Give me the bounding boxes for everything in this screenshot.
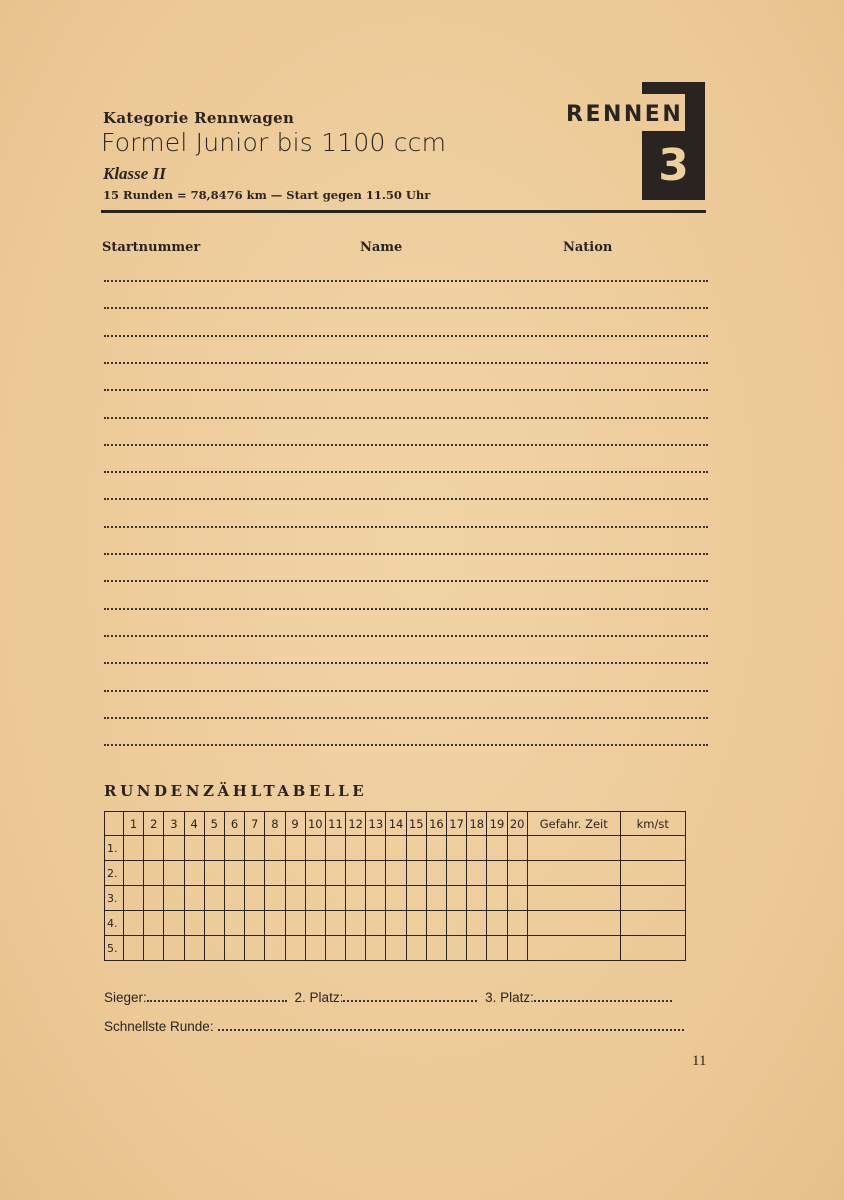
lap-cell[interactable] [447,911,467,936]
lap-cell[interactable] [366,886,386,911]
lap-header-cell: 13 [366,812,386,836]
lap-cell[interactable] [406,886,426,911]
lap-table-row [105,886,686,911]
second-label: 2. Platz: [294,990,344,1005]
lap-cell[interactable] [245,861,265,886]
lap-cell[interactable] [204,861,224,886]
lap-cell[interactable] [245,886,265,911]
entry-line[interactable] [104,471,708,473]
lap-cell[interactable] [204,936,224,961]
lap-cell[interactable] [305,911,325,936]
entry-line[interactable] [104,444,708,446]
entry-line[interactable] [104,608,708,610]
lap-cell[interactable] [325,836,345,861]
time-cell[interactable] [527,886,620,911]
time-header: Gefahr. Zeit [527,812,620,836]
lap-cell[interactable] [124,936,144,961]
lap-header-cell: 9 [285,812,305,836]
lap-header-cell: 4 [184,812,204,836]
lap-cell[interactable] [426,886,446,911]
lap-cell[interactable] [467,861,487,886]
time-cell[interactable] [527,911,620,936]
lap-cell[interactable] [487,861,507,886]
entry-line[interactable] [104,717,708,719]
lap-cell[interactable] [184,936,204,961]
entry-line[interactable] [104,744,708,746]
lap-cell[interactable] [366,836,386,861]
entry-line[interactable] [104,389,708,391]
lap-header-cell: 16 [426,812,446,836]
lap-cell[interactable] [204,836,224,861]
lap-count-table [104,811,686,961]
lap-cell[interactable] [124,836,144,861]
entry-line[interactable] [104,553,708,555]
lap-cell[interactable] [144,861,164,886]
lap-cell[interactable] [467,911,487,936]
entry-line[interactable] [104,662,708,664]
lap-cell[interactable] [164,861,184,886]
lap-cell[interactable] [426,836,446,861]
lap-cell[interactable] [366,936,386,961]
col-nation: Nation [563,240,613,255]
row-label: 4. [105,911,124,936]
race-number-badge: 3 [642,131,705,200]
lap-cell[interactable] [305,836,325,861]
entry-line[interactable] [104,498,708,500]
lap-cell[interactable] [305,886,325,911]
lap-header-cell: 6 [224,812,244,836]
lap-cell[interactable] [346,836,366,861]
lap-cell[interactable] [406,861,426,886]
lap-cell[interactable] [144,886,164,911]
lap-cell[interactable] [487,936,507,961]
col-startnummer: Startnummer [102,240,201,255]
lap-cell[interactable] [224,936,244,961]
lap-cell[interactable] [245,911,265,936]
lap-cell[interactable] [487,911,507,936]
page-number: 11 [692,1053,707,1069]
entry-line[interactable] [104,280,708,282]
speed-cell[interactable] [620,936,685,961]
lap-cell[interactable] [447,861,467,886]
lap-cell[interactable] [426,861,446,886]
lap-table-row [105,861,686,886]
lap-cell[interactable] [184,911,204,936]
lap-cell[interactable] [164,886,184,911]
lap-cell[interactable] [386,861,406,886]
lap-cell[interactable] [507,836,527,861]
lap-cell[interactable] [366,861,386,886]
lap-cell[interactable] [325,886,345,911]
lap-cell[interactable] [467,886,487,911]
lap-cell[interactable] [507,936,527,961]
lap-header-cell: 12 [346,812,366,836]
race-info: 15 Runden = 78,8476 km — Start gegen 11.50 Uhr [103,188,431,202]
lap-cell[interactable] [224,886,244,911]
lap-cell[interactable] [467,836,487,861]
lap-cell[interactable] [164,936,184,961]
lap-table-row [105,836,686,861]
lap-cell[interactable] [144,836,164,861]
lap-header-cell: 20 [507,812,527,836]
lap-cell[interactable] [204,911,224,936]
lap-cell[interactable] [224,911,244,936]
third-label: 3. Platz: [485,990,534,1005]
lap-cell[interactable] [447,936,467,961]
entry-line[interactable] [104,690,708,692]
lap-cell[interactable] [386,911,406,936]
lap-cell[interactable] [285,911,305,936]
entry-line[interactable] [104,335,708,337]
lap-cell[interactable] [245,836,265,861]
lap-cell[interactable] [285,861,305,886]
lap-header-cell: 1 [124,812,144,836]
lap-cell[interactable] [224,836,244,861]
lap-cell[interactable] [346,911,366,936]
row-label: 5. [105,936,124,961]
lap-table-row [105,936,686,961]
footer-fastest [104,1019,684,1034]
third-field[interactable] [534,1000,672,1002]
lap-cell[interactable] [346,936,366,961]
fastest-lap-label: Schnellste Runde: [104,1019,214,1034]
lap-header-cell: 17 [447,812,467,836]
lap-cell[interactable] [204,886,224,911]
lap-cell[interactable] [346,861,366,886]
entry-line[interactable] [104,526,708,528]
lap-header-cell: 19 [487,812,507,836]
lap-cell[interactable] [224,861,244,886]
lap-cell[interactable] [265,836,285,861]
lap-cell[interactable] [285,836,305,861]
col-name: Name [360,240,403,255]
lap-header-cell: 5 [204,812,224,836]
lap-cell[interactable] [184,861,204,886]
lap-header-cell: 18 [467,812,487,836]
lap-cell[interactable] [406,936,426,961]
lap-cell[interactable] [265,936,285,961]
lap-cell[interactable] [285,886,305,911]
lap-cell[interactable] [325,911,345,936]
race-label: RENNEN [566,102,684,127]
formula-title: Formel Junior bis 1100 ccm [101,128,447,157]
time-cell[interactable] [527,836,620,861]
lap-header-cell: 3 [164,812,184,836]
lap-table-corner [105,812,124,836]
time-cell[interactable] [527,861,620,886]
lap-cell[interactable] [507,911,527,936]
header-divider [101,210,706,213]
lap-cell[interactable] [124,861,144,886]
lap-header-cell: 7 [245,812,265,836]
lap-cell[interactable] [507,886,527,911]
time-cell[interactable] [527,936,620,961]
speed-header: km/st [620,812,685,836]
lap-cell[interactable] [164,911,184,936]
lap-cell[interactable] [124,911,144,936]
lap-cell[interactable] [265,886,285,911]
row-label: 1. [105,836,124,861]
lap-cell[interactable] [346,886,366,911]
lap-cell[interactable] [467,936,487,961]
lap-cell[interactable] [366,911,386,936]
lap-cell[interactable] [124,886,144,911]
lap-header-cell: 11 [325,812,345,836]
lap-cell[interactable] [487,886,507,911]
lap-cell[interactable] [386,836,406,861]
second-field[interactable] [343,1000,477,1002]
lap-cell[interactable] [507,861,527,886]
speed-cell[interactable] [620,836,685,861]
lap-cell[interactable] [265,911,285,936]
lap-table-title: RUNDENZÄHLTABELLE [104,782,368,800]
row-label: 3. [105,886,124,911]
lap-cell[interactable] [144,911,164,936]
lap-cell[interactable] [325,861,345,886]
lap-cell[interactable] [487,836,507,861]
speed-cell[interactable] [620,911,685,936]
entry-line[interactable] [104,307,708,309]
lap-cell[interactable] [447,886,467,911]
fastest-lap-field[interactable] [218,1029,684,1031]
footer-placings [104,990,672,1005]
lap-cell[interactable] [426,936,446,961]
lap-cell[interactable] [164,836,184,861]
lap-table-row [105,911,686,936]
winner-label: Sieger: [104,990,147,1005]
winner-field[interactable] [147,1000,287,1002]
speed-cell[interactable] [620,861,685,886]
lap-header-cell: 10 [305,812,325,836]
lap-header-cell: 8 [265,812,285,836]
race-badge-side-bar [685,82,705,134]
lap-cell[interactable] [285,936,305,961]
lap-cell[interactable] [406,836,426,861]
lap-cell[interactable] [305,861,325,886]
lap-cell[interactable] [184,836,204,861]
lap-cell[interactable] [386,936,406,961]
lap-cell[interactable] [184,886,204,911]
row-label: 2. [105,861,124,886]
lap-cell[interactable] [447,836,467,861]
entry-line[interactable] [104,635,708,637]
entry-line[interactable] [104,580,708,582]
lap-cell[interactable] [245,936,265,961]
lap-cell[interactable] [305,936,325,961]
lap-cell[interactable] [386,886,406,911]
lap-header-cell: 15 [406,812,426,836]
lap-header-cell: 2 [144,812,164,836]
lap-cell[interactable] [265,861,285,886]
lap-cell[interactable] [325,936,345,961]
speed-cell[interactable] [620,886,685,911]
category-heading: Kategorie Rennwagen [103,109,295,127]
entry-line[interactable] [104,362,708,364]
lap-header-cell: 14 [386,812,406,836]
lap-cell[interactable] [406,911,426,936]
lap-cell[interactable] [426,911,446,936]
class-label: Klasse II [103,164,166,183]
lap-cell[interactable] [144,936,164,961]
entry-line[interactable] [104,417,708,419]
